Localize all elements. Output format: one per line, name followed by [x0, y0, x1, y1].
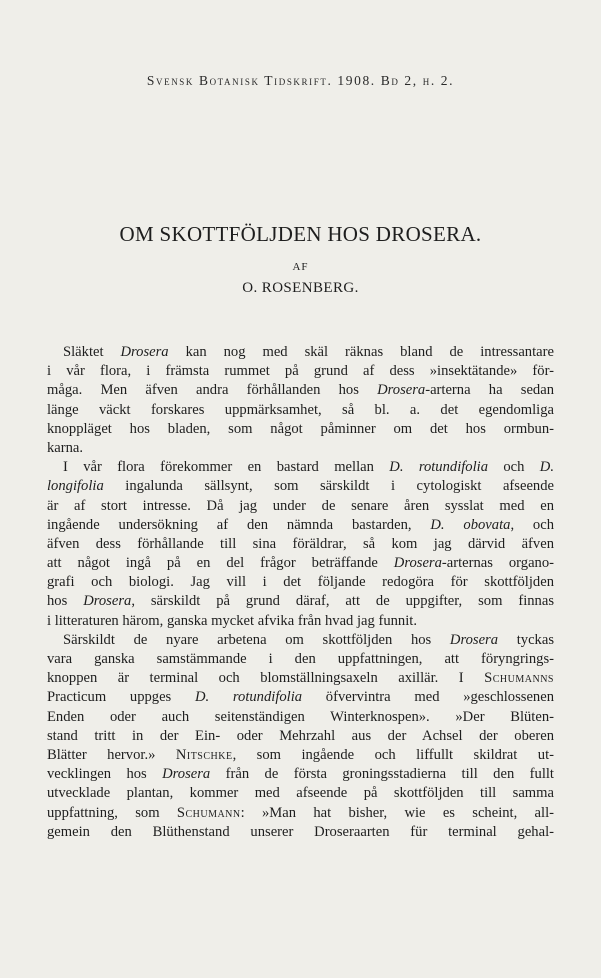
text-line: vara ganska samstämmande i den uppfattningen, att föryngrings-: [47, 651, 554, 667]
article-title: OM SKOTTFÖLJDEN HOS DROSERA.: [119, 222, 482, 246]
text-line: longifolia ingalunda sällsynt, som särskildt i cytologiskt afseende: [47, 478, 554, 495]
text-line: ingående undersökning af den nämnda bastarden, D. obovata, och: [47, 516, 554, 533]
text-line: länge väckt forskares uppmärksamhet, så bl. a. det egendomliga: [47, 401, 554, 418]
text-line: i vår flora, i främsta rummet på grund af dess »insektätande» för-: [47, 363, 554, 380]
text-line: knoppen är terminal och blomställningsaxeln axillär. I Schumanns: [47, 670, 554, 687]
article-body: [47, 343, 554, 842]
text-line: Särskildt de nyare arbetena om skottföljden hos Drosera tyckas: [63, 631, 554, 648]
text-line: vecklingen hos Drosera från de första groningsstadierna till den fullt: [47, 766, 554, 783]
text-line: karna.: [47, 439, 84, 456]
text-line: grafi och biologi. Jag vill i det följande redogöra för skottföljden: [47, 574, 554, 591]
text-line: Practicum uppges D. rotundifolia öfvervintra med »geschlossenen: [47, 689, 554, 706]
text-line: äfven dess förhållande till sina föräldrar, så kom jag därvid äfven: [47, 535, 554, 552]
text-line: stand tritt in der Ein- oder Mehrzahl aus der Achsel der oberen: [47, 727, 554, 744]
text-line: uppfattning, som Schumann: »Man hat bisher, wie es scheint, all-: [47, 804, 554, 821]
text-line: utvecklade plantan, kommer med afseende på skottföljden till samma: [47, 785, 554, 802]
text-line: Enden oder auch seitenständigen Winterknospen». »Der Blüten-: [47, 708, 554, 725]
text-line: Blätter hervor.» Nitschke, som ingående och liffullt skildrat ut-: [47, 746, 554, 763]
text-line: hos Drosera, särskildt på grund däraf, att de uppgifter, som finnas: [47, 593, 554, 610]
running-head: Svensk Botanisk Tidskrift. 1908. Bd 2, h. 2.: [146, 73, 455, 88]
byline-af: AF: [292, 261, 309, 273]
text-line: är af stort intresse. Då jag under de senare åren sysslat med en: [47, 497, 554, 514]
author-name: O. ROSENBERG.: [242, 280, 359, 296]
text-line: Släktet Drosera kan nog med skäl räknas bland de intressantare: [63, 344, 554, 360]
text-line: i litteraturen härom, ganska mycket afvika från hvad jag funnit.: [47, 612, 417, 629]
text-line: knoppläget hos bladen, som något påminner om det hos ormbun-: [47, 420, 554, 437]
text-line: gemein den Blüthenstand unserer Droseraarten für terminal gehal-: [47, 823, 554, 840]
text-line: att något ingå på en del frågor beträffande Drosera-arternas organo-: [47, 555, 554, 572]
text-line: I vår flora förekommer en bastard mellan D. rotundifolia och D.: [63, 459, 554, 476]
text-line: måga. Men äfven andra förhållanden hos Drosera-arterna ha sedan: [47, 382, 554, 399]
